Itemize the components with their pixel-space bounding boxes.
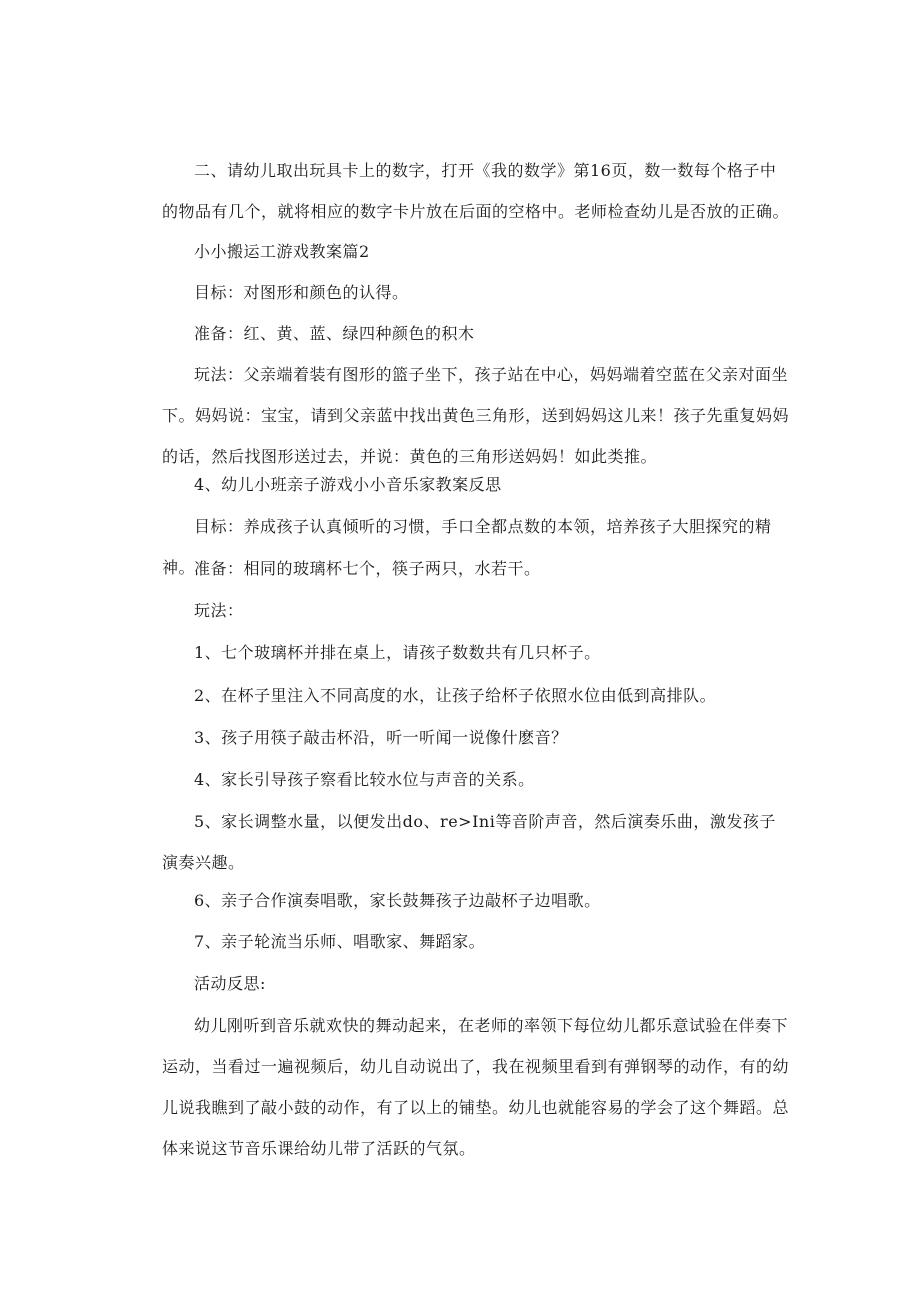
paragraph-prep: 准备：红、黄、蓝、绿四种颜色的积木: [194, 324, 475, 343]
paragraph-play-heading: 玩法：: [194, 601, 244, 620]
list-item: 1、七个玻璃杯并排在桌上，请孩子数数共有几只杯子。: [194, 643, 601, 662]
list-item: 7、亲子轮流当乐师、唱歌家、舞蹈家。: [194, 932, 486, 951]
list-item: 2、在杯子里注入不同高度的水，让孩子给杯子依照水位由低到高排队。: [194, 686, 717, 705]
list-item: 4、家长引导孩子察看比较水位与声音的关系。: [194, 770, 535, 789]
reflection-heading: 活动反思:: [194, 974, 266, 993]
section-title: 4、幼儿小班亲子游戏小小音乐家教案反思: [194, 475, 502, 494]
paragraph-prep: 准备：相同的玻璃杯七个，筷子两只，水若干。: [194, 559, 541, 578]
paragraph-play: 玩法：父亲端着装有图形的篮子坐下，孩子站在中心，妈妈端着空蓝在父亲对面坐下。妈妈说：宝宝，请到父亲蓝中找出黄色三角形，送到妈妈这儿来！孩子先重复妈妈的话，然后找图形送过去，并说：黄色的三角形送妈妈！如此类推。: [162, 365, 790, 466]
paragraph-goal: 目标：对图形和颜色的认得。: [194, 283, 409, 302]
paragraph-goal: 目标：养成孩子认真倾听的习惯，手口全都点数的本领，培养孩子大胆探究的精神。: [162, 517, 772, 577]
section-title: 小小搬运工游戏教案篇2: [194, 242, 370, 261]
list-item: 6、亲子合作演奏唱歌，家长鼓舞孩子边敲杯子边唱歌。: [194, 891, 601, 910]
paragraph-reflection: 幼儿刚听到音乐就欢快的舞动起来，在老师的率领下每位幼儿都乐意试验在伴奏下运动，当看过一遍视频后，幼儿自动说出了，我在视频里看到有弹钢琴的动作，有的幼儿说我瞧到了敲小鼓的动作，有了以上的铺垫。幼儿也就能容易的学会了这个舞蹈。总体来说这节音乐课给幼儿带了活跃的气氛。: [162, 1016, 790, 1158]
list-item: 5、家长调整水量，以便发出do、re>Ini等音阶声音，然后演奏乐曲，激发孩子演奏兴趣。: [162, 812, 776, 872]
list-item: 3、孩子用筷子敲击杯沿，听一听闻一说像什麽音？: [194, 728, 568, 747]
paragraph-intro: 二、请幼儿取出玩具卡上的数字，打开《我的数学》第16页，数一数每个格子中的物品有几个，就将相应的数字卡片放在后面的空格中。老师检查幼儿是否放的正确。: [162, 161, 790, 221]
